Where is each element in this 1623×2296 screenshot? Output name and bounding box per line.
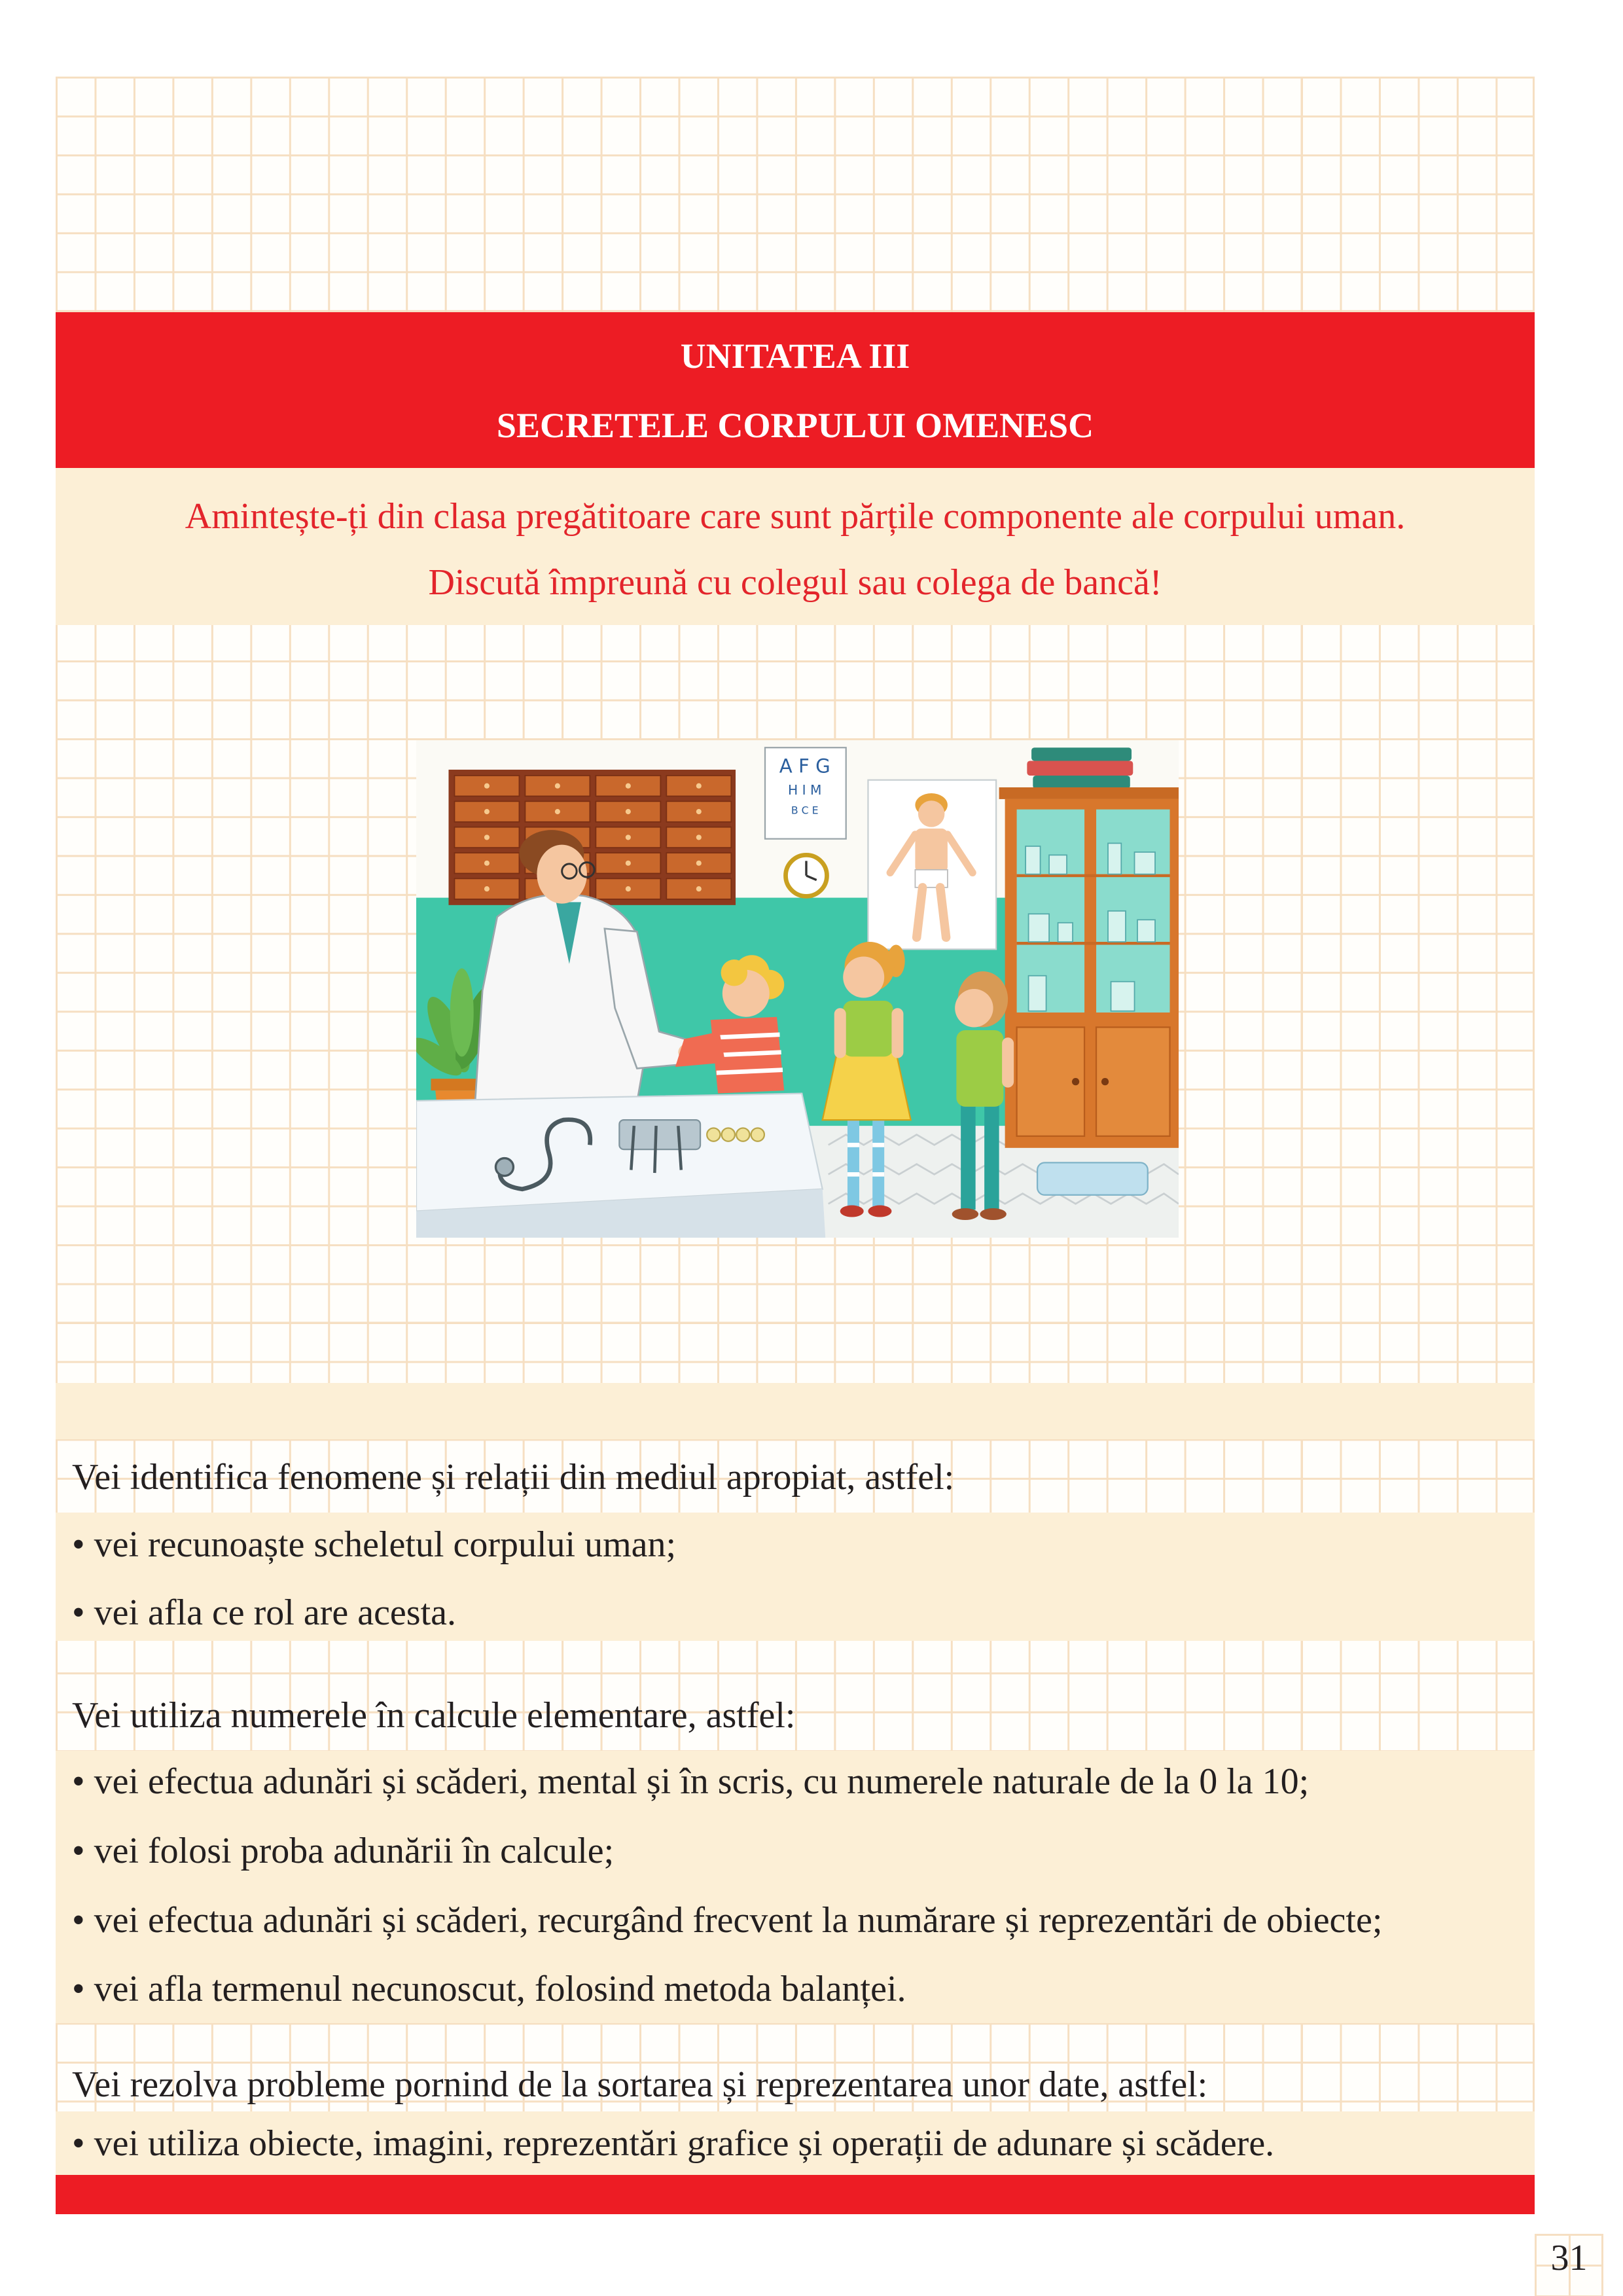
drawer-knob xyxy=(484,861,490,866)
plant-leaf xyxy=(450,969,474,1057)
girl-shoe xyxy=(952,1208,978,1220)
drawer-knob xyxy=(626,886,631,891)
bathroom-scale xyxy=(1037,1162,1148,1194)
objective-item: • vei efectua adunări și scăderi, mental și în scris, cu numerele naturale de la 0 la 10; xyxy=(72,1761,1310,1802)
drawer-knob xyxy=(555,783,560,789)
drawer-knob xyxy=(696,861,702,866)
page-number-box xyxy=(1535,2234,1603,2296)
girl-skirt xyxy=(823,1052,911,1120)
girl-shirt xyxy=(956,1030,1003,1107)
eye-chart xyxy=(765,747,846,838)
bottle xyxy=(1108,911,1126,942)
drawer-knob xyxy=(484,783,490,789)
drawer-knob xyxy=(484,809,490,814)
girl-leg xyxy=(872,1115,884,1206)
bottle xyxy=(1029,976,1046,1011)
objective-item: • vei afla ce rol are acesta. xyxy=(72,1592,456,1633)
girl-leg xyxy=(984,1101,999,1210)
drawer-knob xyxy=(555,809,560,814)
body-poster xyxy=(868,780,996,950)
drawer-knob xyxy=(696,809,702,814)
poster-figure-head xyxy=(918,800,944,827)
doctor-office-illustration xyxy=(416,740,1179,1238)
medicine-jar xyxy=(707,1128,720,1141)
poster-figure-torso xyxy=(915,829,947,872)
bottle xyxy=(1108,843,1121,874)
drawer-cabinet xyxy=(448,770,736,905)
instrument xyxy=(654,1126,656,1173)
girl-shoe xyxy=(980,1208,1006,1220)
poster-figure-right-leg xyxy=(940,888,946,937)
girl-face xyxy=(843,957,884,998)
drawer-knob xyxy=(626,861,631,866)
girl-arm xyxy=(1002,1037,1014,1087)
drawer-knob xyxy=(696,886,702,891)
drawer-knob xyxy=(484,886,490,891)
cabinet-knob xyxy=(1072,1078,1079,1085)
glass-cabinet xyxy=(999,787,1179,1148)
book xyxy=(1027,761,1133,775)
drawer-knob xyxy=(484,834,490,840)
jar xyxy=(1058,923,1073,942)
girl-arm xyxy=(834,1008,846,1058)
jar xyxy=(1049,855,1067,874)
shirt-stripe xyxy=(715,1052,781,1055)
objective-item: • vei folosi proba adunării în calcule; xyxy=(72,1831,615,1871)
cabinet-glass-left xyxy=(1017,810,1084,1013)
intro-line-1: Amintește-ți din clasa pregătitoare care sunt părțile componente ale corpului uman. xyxy=(185,496,1406,537)
girl-leg xyxy=(847,1115,859,1206)
drawer-knob xyxy=(626,834,631,840)
page-number: 31 xyxy=(1550,2238,1588,2278)
medicine-jar xyxy=(751,1128,764,1141)
jar xyxy=(1029,914,1049,942)
book xyxy=(1033,776,1130,789)
eye-chart-row-3: B C E xyxy=(791,804,819,817)
girl-shoe xyxy=(868,1206,891,1217)
book xyxy=(1031,747,1132,761)
jar xyxy=(1111,982,1135,1011)
unit-header-band xyxy=(56,312,1535,468)
footer-band xyxy=(56,2175,1535,2214)
objective-heading-2: Vei utiliza numerele în calcule elementare, astfel: xyxy=(72,1695,796,1736)
objective-heading-1: Vei identifica fenomene și relații din mediul apropiat, astfel: xyxy=(72,1457,955,1498)
objective-item: • vei efectua adunări și scăderi, recurgând frecvent la numărare și reprezentări de obiecte; xyxy=(72,1900,1383,1941)
shirt-stripe xyxy=(713,1035,779,1037)
girl-shoe xyxy=(840,1206,864,1217)
girl-arm xyxy=(891,1008,903,1058)
medicine-jar xyxy=(736,1128,749,1141)
eye-chart-row-1: A F G xyxy=(779,755,830,778)
poster-figure-left-leg xyxy=(917,888,923,937)
boy-hair xyxy=(721,960,747,986)
girl-shirt xyxy=(843,1001,893,1056)
drawer-knob xyxy=(626,783,631,789)
drawer-knob xyxy=(696,783,702,789)
medicine-jar xyxy=(722,1128,735,1141)
cabinet-cornice xyxy=(999,787,1179,799)
objective-item: • vei utiliza obiecte, imagini, reprezentări grafice și operații de adunare și scădere. xyxy=(72,2123,1275,2164)
stethoscope-chestpiece xyxy=(495,1158,513,1176)
objective-heading-3: Vei rezolva probleme pornind de la sortarea și reprezentarea unor date, astfel: xyxy=(72,2064,1208,2105)
jar xyxy=(1135,852,1155,874)
book-stack xyxy=(1027,747,1133,789)
unit-number: UNITATEA III xyxy=(680,336,910,376)
drawer-knob xyxy=(626,809,631,814)
objective-item: • vei recunoaște scheletul corpului uman; xyxy=(72,1524,677,1565)
intro-band xyxy=(56,468,1535,625)
cabinet-knob xyxy=(1101,1078,1109,1085)
objective-item: • vei afla termenul necunoscut, folosind metoda balanței. xyxy=(72,1969,906,2009)
jar xyxy=(1137,920,1155,942)
spacer-band xyxy=(56,1383,1535,1439)
eye-chart-row-2: H I M xyxy=(788,782,822,798)
jar xyxy=(1026,846,1040,874)
drawer-knob xyxy=(696,834,702,840)
intro-line-2: Discută împreună cu colegul sau colega de bancă! xyxy=(428,562,1162,603)
examination-table xyxy=(416,1094,825,1238)
girl-face xyxy=(955,989,993,1027)
shirt-stripe xyxy=(717,1070,783,1073)
unit-title: SECRETELE CORPULUI OMENESC xyxy=(496,406,1094,445)
wall-clock xyxy=(786,855,827,896)
girl-leg xyxy=(961,1101,975,1210)
